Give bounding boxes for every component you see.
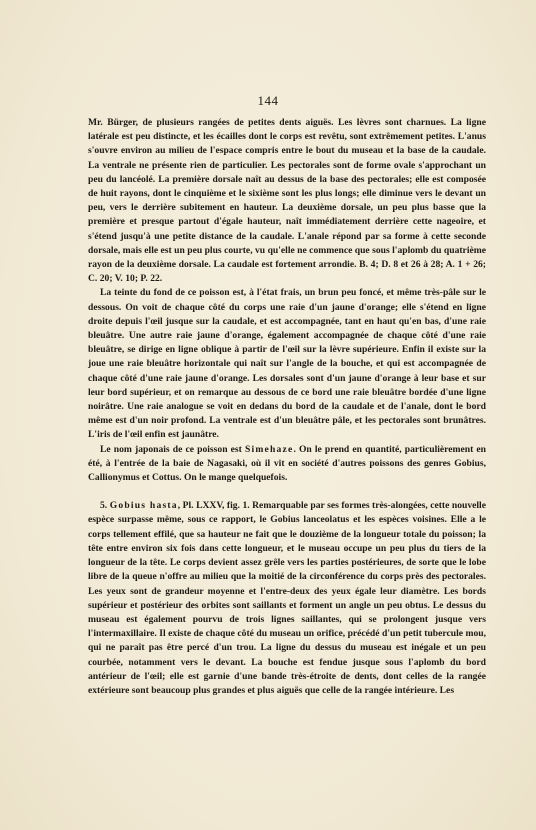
page-body	[88, 116, 486, 698]
paragraph-japanese-name	[88, 443, 486, 486]
species-number: 5.	[100, 500, 110, 512]
page-number: 144	[257, 93, 279, 108]
paragraph-text-after: . On le prend en quantité, particulièrement en été, à l'entrée de la baie de Nagasaki, où il vit en société d'autres poissons des genres Gobius, Callionymus et Cottus. On le mange quelquefois.	[88, 443, 486, 484]
japanese-name: Simehaze	[244, 443, 294, 455]
paragraph-text-before: Le nom japonais de ce poisson est	[100, 443, 245, 455]
paragraph-gobius-hasta	[88, 499, 486, 698]
paragraph-text-after: , Pl. LXXV, fig. 1. Remarquable par ses formes très-alongées, cette nouvelle espèce surpasse même, sous ce rapport, le Gobius lanceolatus et les espèces voisines. Elle a le corps tellement effilé, que sa hauteur ne fait que le douzième de la longueur totale du poisson; la tête entre environ six fois dans cette longueur, et le museau occupe un peu plus du tiers de la longueur de la tête. Le corps devient assez grêle vers les parties postérieures, de sorte que le lobe libre de la queue n'offre au milieu que la moitié de la circonférence du corps près des pectorales. Les yeux sont de grandeur moyenne et l'entre-deux des yeux égale leur diamètre. Les bords supérieur et postérieur des orbites sont saillants et forment un angle un peu obtus. Le dessus du museau est également pourvu de trois lignes saillantes, qui se prolongent jusque vers l'intermaxillaire. Il existe de chaque côté du museau un orifice, précédé d'un petit tubercule mou, qui ne paraît pas être percé d'un trou. La ligne du dessus du museau est inégale et un peu courbée, notamment vers le devant. La bouche est fendue jusque sous l'aplomb du bord antérieur de l'œil; elle est garnie d'une bande très-étroite de dents, dont celles de la rangée extérieure sont beaucoup plus grandes et plus aiguës que celle de la rangée intérieure. Les	[88, 500, 486, 696]
paragraph-coloration: La teinte du fond de ce poisson est, à l'état frais, un brun peu foncé, et même très-pâle sur le dessous. On voit de chaque côté du corps une raie d'un jaune d'orange; elle s'étend en ligne droite depuis l'œil jusque sur la caudale, et est accompagnée, tant en haut qu'en bas, d'une raie bleuâtre. Une autre raie jaune d'orange, également accompagnée de chaque côté d'une raie bleuâtre, se dirige en ligne oblique à partir de l'œil sur la lèvre supérieure. Enfin il existe sur la joue une raie bleuâtre horizontale qui naît sur l'angle de la bouche, et qui est accompagnée de chaque côté d'une raie jaune d'orange. Les dorsales sont d'un jaune d'orange à leur base et sur leur bord supérieur, et on remarque au dessous de ce bord une raie bleuâtre bordée d'une ligne noirâtre. Une raie analogue se voit en dedans du bord de la caudale et de l'anale, dont le bord même est d'un noir profond. La ventrale est d'un bleuâtre pâle, et les pectorales sont brunâtres. L'iris de l'œil enfin est jaunâtre.	[88, 287, 486, 441]
paragraph-description: Mr. Bürger, de plusieurs rangées de petites dents aiguës. Les lèvres sont charnues. La ligne latérale est peu distincte, et les écailles dont le corps est revêtu, sont extrêmement petites. L'anus s'ouvre environ au milieu de l'espace compris entre le bout du museau et la base de la caudale. La ventrale ne présente rien de particulier. Les pectorales sont de forme ovale s'approchant un peu du lancéolé. La première dorsale naît au dessus de la base des pectorales; elle est composée de huit rayons, dont le cinquième et le sixième sont les plus longs; elle diminue vers le devant un peu, vers le derrière subitement en hauteur. La deuxième dorsale, un peu plus basse que la première et presque partout d'égale hauteur, naît immédiatement derrière cette nageoire, et s'étend jusqu'à une petite distance de la caudale. L'anale répond par sa forme à cette seconde dorsale, mais elle est un peu plus courte, vu qu'elle ne commence que sous l'aplomb du quatrième rayon de la deuxième dorsale. La caudale est fortement arrondie. B. 4; D. 8 et 26 à 28; A. 1 + 26; C. 20; V. 10; P. 22.	[88, 117, 486, 285]
species-name: Gobius hasta	[109, 500, 178, 512]
